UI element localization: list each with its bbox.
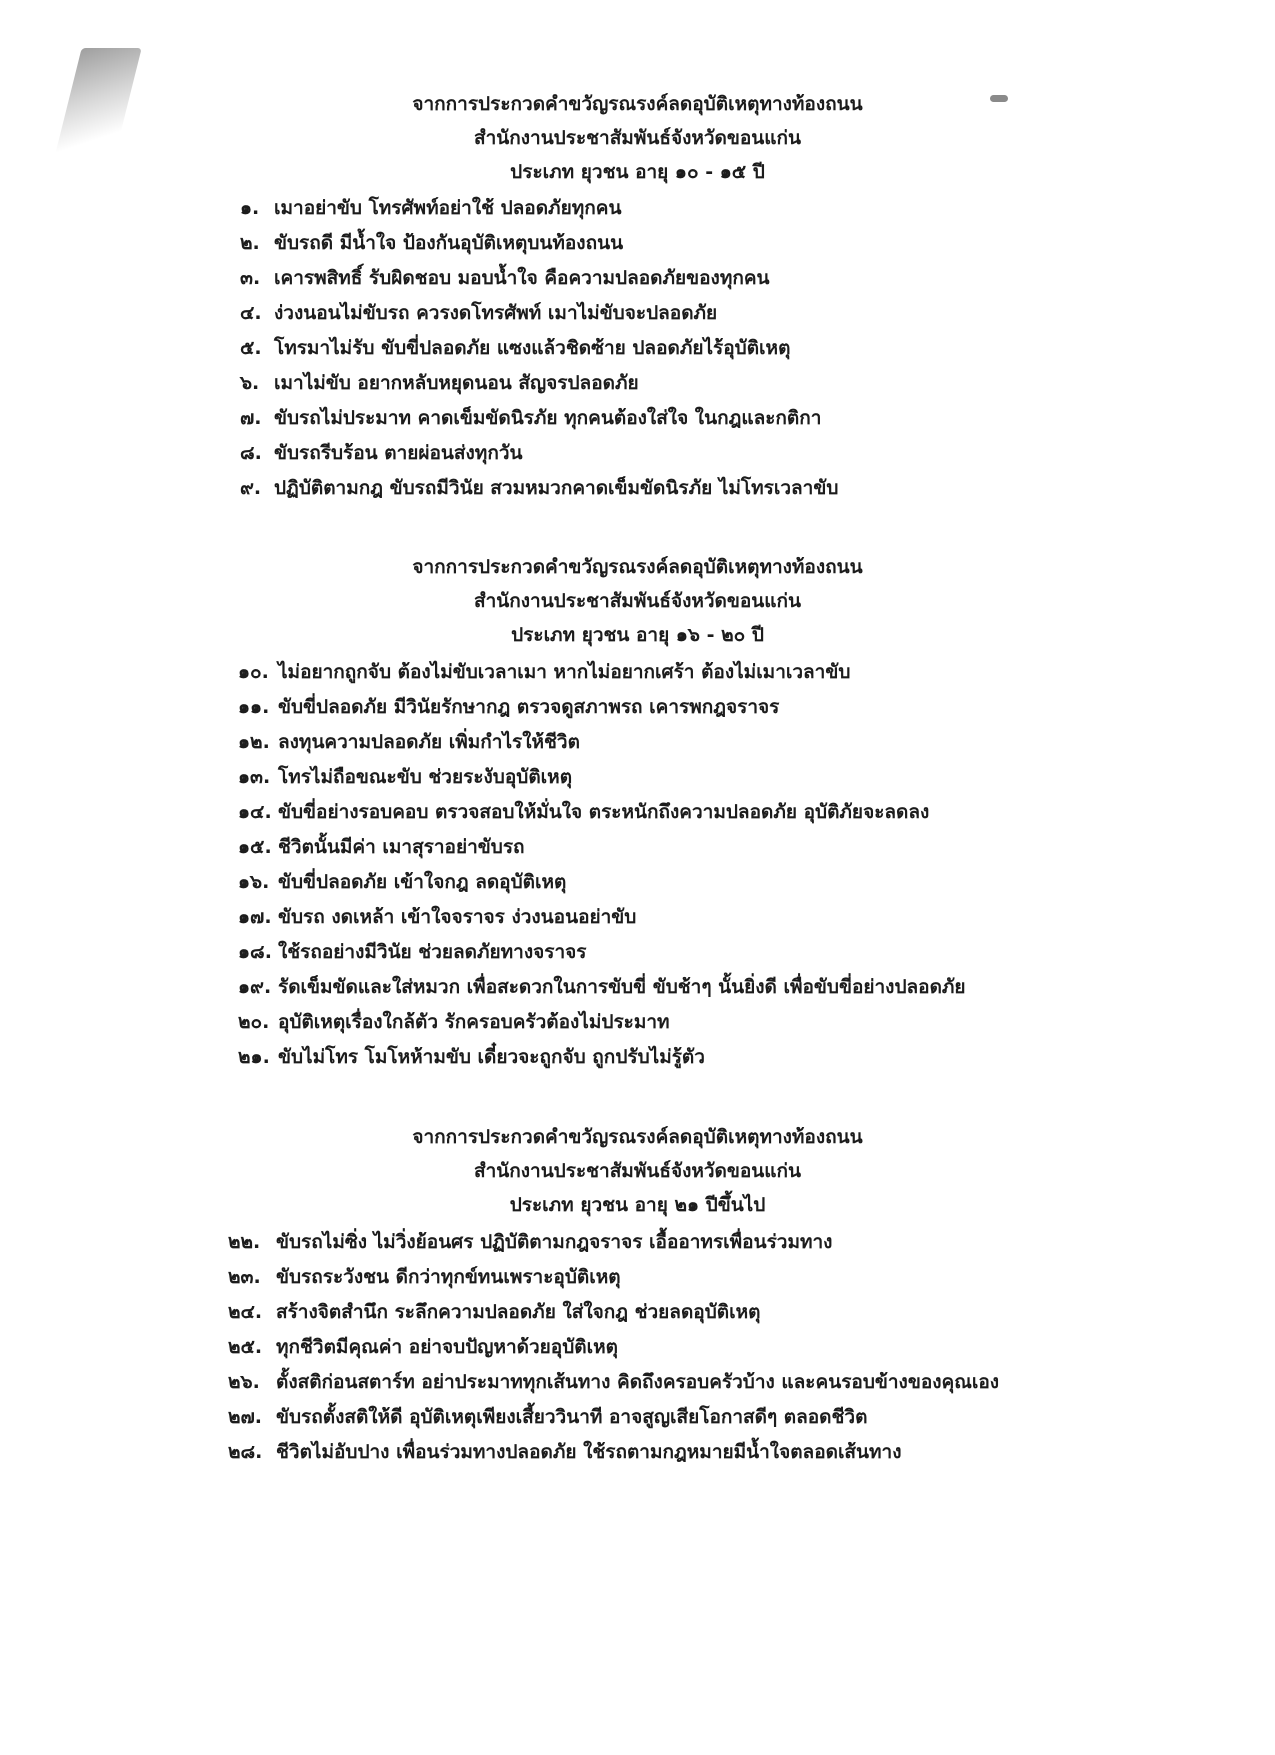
slogan-item (238, 695, 779, 719)
slogan-item (240, 371, 639, 395)
section-header-line3: ประเภท ยุวชน อายุ ๑๖ - ๒๐ ปี (511, 624, 764, 646)
slogan-text: ขับขี่ปลอดภัย เข้าใจกฎ ลดอุบัติเหตุ (278, 871, 567, 893)
slogan-text: ขับขี่อย่างรอบคอบ ตรวจสอบให้มั่นใจ ตระหนักถึงความปลอดภัย อุบัติภัยจะลดลง (278, 801, 930, 823)
slogan-item (238, 905, 636, 929)
slogan-text: ขับรถตั้งสติให้ดี อุบัติเหตุเพียงเสี้ยววินาที อาจสูญเสียโอกาสดีๆ ตลอดชีวิต (276, 1406, 868, 1428)
slogan-item (238, 660, 850, 684)
slogan-text: ขับรถไม่ประมาท คาดเข็มขัดนิรภัย ทุกคนต้องใส่ใจ ในกฎและกติกา (274, 407, 822, 429)
slogan-item (228, 1265, 621, 1289)
slogan-text: ง่วงนอนไม่ขับรถ ควรงดโทรศัพท์ เมาไม่ขับจะปลอดภัย (274, 302, 718, 324)
slogan-number: ๑๘. (238, 941, 272, 963)
slogan-text: โทรไม่ถือขณะขับ ช่วยระงับอุบัติเหตุ (278, 766, 573, 788)
slogan-text: ชีวิตไม่อับปาง เพื่อนร่วมทางปลอดภัย ใช้รถตามกฎหมายมีน้ำใจตลอดเส้นทาง (276, 1441, 902, 1463)
slogan-item (238, 1045, 705, 1069)
slogan-item (238, 765, 572, 789)
slogan-number: ๑๕. (238, 836, 272, 858)
slogan-number: ๒๔. (228, 1301, 263, 1323)
slogan-text: ใช้รถอย่างมีวินัย ช่วยลดภัยทางจราจร (278, 941, 587, 963)
slogan-item (238, 975, 966, 999)
slogan-text: ไม่อยากถูกจับ ต้องไม่ขับเวลาเมา หากไม่อยากเศร้า ต้องไม่เมาเวลาขับ (278, 661, 851, 683)
slogan-text: รัดเข็มขัดและใส่หมวก เพื่อสะดวกในการขับขี่ ขับช้าๆ นั้นยิ่งดี เพื่อขับขี่อย่างปลอดภัย (278, 976, 966, 998)
slogan-item (240, 266, 770, 290)
slogan-item (228, 1300, 760, 1324)
slogan-number: ๑๙. (238, 976, 272, 998)
slogan-item (228, 1370, 999, 1394)
slogan-text: ปฏิบัติตามกฎ ขับรถมีวินัย สวมหมวกคาดเข็มขัดนิรภัย ไม่โทรเวลาขับ (274, 477, 839, 499)
slogan-text: เคารพสิทธิ์ รับผิดชอบ มอบน้ำใจ คือความปลอดภัยของทุกคน (274, 267, 770, 289)
slogan-item (228, 1335, 618, 1359)
slogan-text: ขับรถไม่ซิ่ง ไม่วิ่งย้อนศร ปฏิบัติตามกฎจราจร เอื้ออาทรเพื่อนร่วมทาง (276, 1231, 833, 1253)
slogan-number: ๑๒. (238, 731, 270, 753)
slogan-text: ลงทุนความปลอดภัย เพิ่มกำไรให้ชีวิต (278, 731, 580, 753)
slogan-item (238, 800, 929, 824)
section-header-line1: จากการประกวดคำขวัญรณรงค์ลดอุบัติเหตุทางท้องถนน (412, 556, 863, 578)
slogan-text: ทุกชีวิตมีคุณค่า อย่าจบปัญหาด้วยอุบัติเหตุ (276, 1336, 618, 1358)
slogan-text: ขับรถระวังชน ดีกว่าทุกข์ทนเพราะอุบัติเหตุ (276, 1266, 621, 1288)
slogan-text: เมาอย่าขับ โทรศัพท์อย่าใช้ ปลอดภัยทุกคน (274, 197, 622, 219)
slogan-text: ขับรถ งดเหล้า เข้าใจจราจร ง่วงนอนอย่าขับ (278, 906, 637, 928)
slogan-text: โทรมาไม่รับ ขับขี่ปลอดภัย แซงแล้วชิดซ้าย ปลอดภัยไร้อุบัติเหตุ (274, 337, 791, 359)
section-header-line1: จากการประกวดคำขวัญรณรงค์ลดอุบัติเหตุทางท้องถนน (412, 93, 863, 115)
slogan-number: ๒๕. (228, 1336, 263, 1358)
slogan-number: ๒๑. (238, 1046, 270, 1068)
slogan-number: ๑๓. (238, 766, 271, 788)
slogan-number: ๑๑. (238, 696, 270, 718)
section-header-line2: สำนักงานประชาสัมพันธ์จังหวัดขอนแก่น (473, 590, 802, 612)
slogan-item (238, 870, 566, 894)
slogan-number: ๒๘. (228, 1441, 263, 1463)
slogan-number: ๕. (240, 337, 262, 359)
section-header-line3: ประเภท ยุวชน อายุ ๑๐ - ๑๕ ปี (510, 161, 765, 183)
slogan-text: ขับไม่โทร โมโหห้ามขับ เดี๋ยวจะถูกจับ ถูกปรับไม่รู้ตัว (278, 1046, 705, 1068)
slogan-number: ๑๔. (238, 801, 272, 823)
slogan-item (238, 940, 586, 964)
slogan-number: ๔. (240, 302, 262, 324)
slogan-item (240, 441, 522, 465)
slogan-number: ๒๐. (238, 1011, 270, 1033)
slogan-number: ๒๓. (228, 1266, 261, 1288)
slogan-text: สร้างจิตสำนึก ระลึกความปลอดภัย ใส่ใจกฎ ช่วยลดอุบัติเหตุ (276, 1301, 761, 1323)
section-header-line1: จากการประกวดคำขวัญรณรงค์ลดอุบัติเหตุทางท้องถนน (412, 1126, 863, 1148)
slogan-text: ขับรถดี มีน้ำใจ ป้องกันอุบัติเหตุบนท้องถนน (274, 232, 624, 254)
slogan-text: เมาไม่ขับ อยากหลับหยุดนอน สัญจรปลอดภัย (274, 372, 639, 394)
slogan-number: ๒๖. (228, 1371, 260, 1393)
slogan-item (240, 301, 717, 325)
slogan-item (238, 1010, 670, 1034)
slogan-item (240, 231, 623, 255)
slogan-text: ตั้งสติก่อนสตาร์ท อย่าประมาททุกเส้นทาง คิดถึงครอบครัวบ้าง และคนรอบข้างของคุณเอง (276, 1371, 1000, 1393)
slogan-number: ๒. (240, 232, 260, 254)
slogan-number: ๑๗. (238, 906, 272, 928)
slogan-number: ๑. (240, 197, 260, 219)
slogan-item (240, 336, 790, 360)
slogan-item (228, 1405, 867, 1429)
slogan-number: ๒๒. (228, 1231, 261, 1253)
slogan-item (240, 196, 621, 220)
slogan-item (238, 730, 580, 754)
section-header-line3: ประเภท ยุวชน อายุ ๒๑ ปีขึ้นไป (509, 1194, 766, 1216)
section-header-line2: สำนักงานประชาสัมพันธ์จังหวัดขอนแก่น (473, 127, 802, 149)
slogan-item (228, 1440, 902, 1464)
slogan-number: ๑๖. (238, 871, 270, 893)
slogan-number: ๓. (240, 267, 261, 289)
section-header-line2: สำนักงานประชาสัมพันธ์จังหวัดขอนแก่น (473, 1160, 802, 1182)
slogan-number: ๖. (240, 372, 260, 394)
slogan-text: ชีวิตนั้นมีค่า เมาสุราอย่าขับรถ (278, 836, 525, 858)
slogan-text: อุบัติเหตุเรื่องใกล้ตัว รักครอบครัวต้องไม่ประมาท (278, 1011, 670, 1033)
slogan-item (240, 476, 838, 500)
slogan-number: ๗. (240, 407, 262, 429)
slogan-item (228, 1230, 832, 1254)
slogan-number: ๘. (240, 442, 262, 464)
slogan-number: ๙. (240, 477, 262, 499)
slogan-item (238, 835, 525, 859)
slogan-text: ขับขี่ปลอดภัย มีวินัยรักษากฎ ตรวจดูสภาพรถ เคารพกฎจราจร (278, 696, 780, 718)
slogan-item (240, 406, 821, 430)
slogan-number: ๑๐. (238, 661, 269, 683)
slogan-number: ๒๗. (228, 1406, 263, 1428)
slogan-text: ขับรถรีบร้อน ตายผ่อนส่งทุกวัน (274, 442, 523, 464)
